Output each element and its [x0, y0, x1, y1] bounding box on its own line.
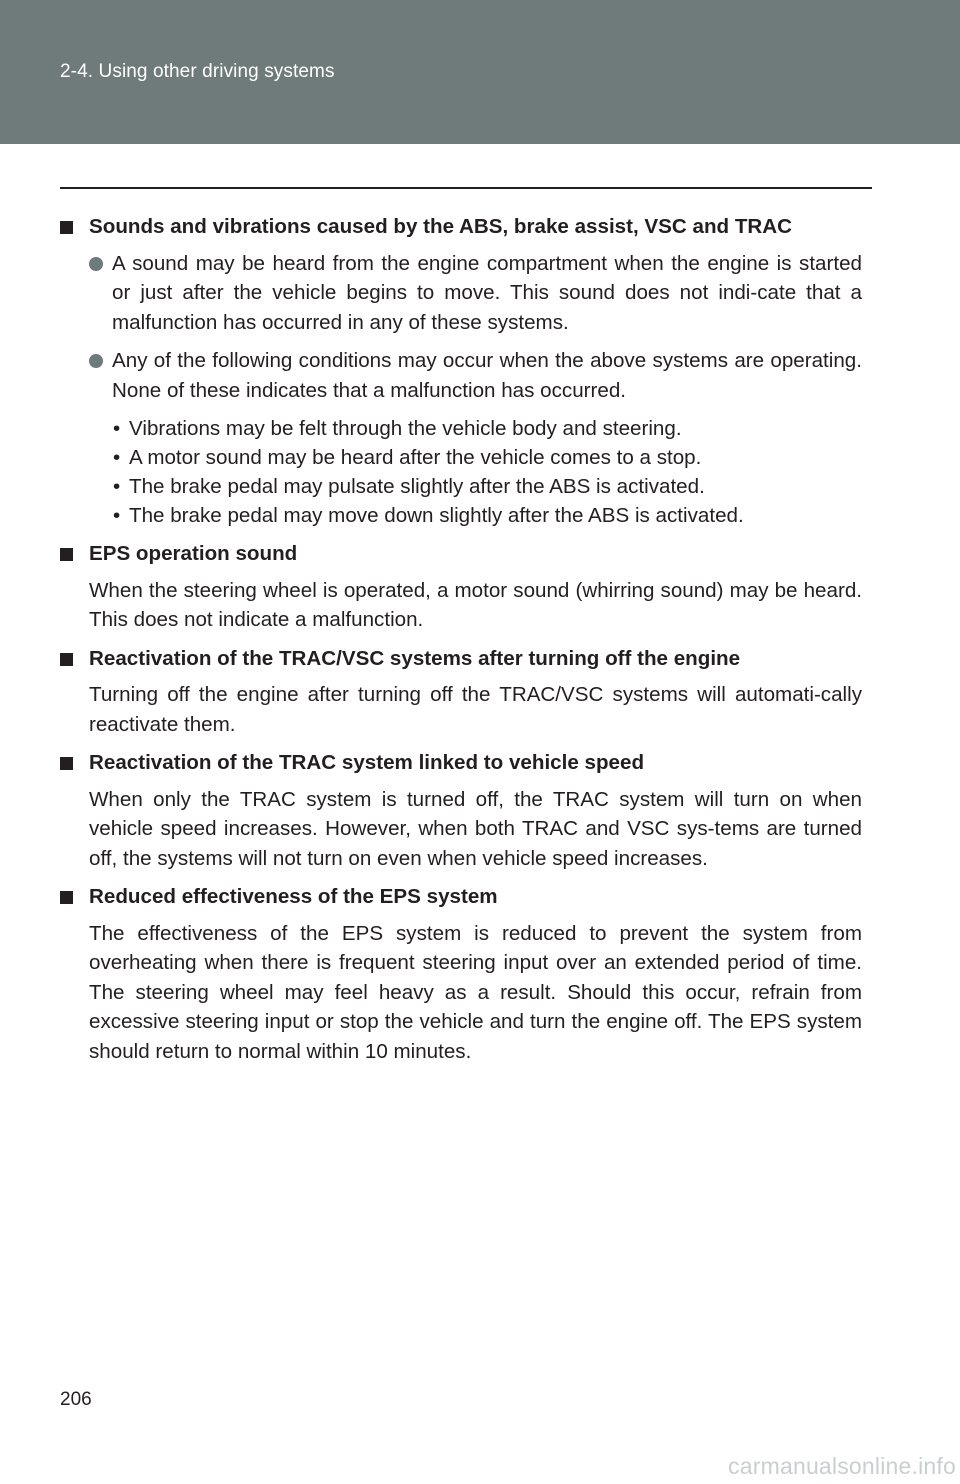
circle-bullet-icon — [89, 354, 103, 368]
dot-bullet-icon: • — [113, 475, 121, 498]
header-band — [0, 0, 960, 144]
heading-text: Reduced effectiveness of the EPS system — [89, 885, 498, 908]
sub-list-item — [60, 443, 862, 472]
bullet-item — [60, 249, 862, 338]
sub-list-text: Vibrations may be felt through the vehicle body and steering. — [129, 417, 682, 440]
heading-text: Reactivation of the TRAC/VSC systems after turning off the engine — [89, 646, 741, 670]
square-marker-icon — [60, 548, 73, 561]
heading-text: EPS operation sound — [89, 542, 298, 565]
page-number: 206 — [60, 1389, 92, 1410]
body-paragraph: Turning off the engine after turning off the TRAC/VSC systems will automati-cally reactivate them. — [89, 683, 862, 736]
dot-bullet-icon: • — [113, 504, 121, 527]
bullet-text: A sound may be heard from the engine compartment when the engine is started or just after the vehicle begins to move. This sound does not indi-cate that a malfunction has occurred in any of these systems. — [112, 251, 862, 334]
bullet-text: Any of the following conditions may occur when the above systems are operating. None of these indicates that a malfunction has occurred. — [112, 349, 862, 402]
section-heading — [60, 882, 862, 912]
dot-bullet-icon: • — [113, 417, 121, 440]
circle-bullet-icon — [89, 257, 103, 271]
sub-list-item — [60, 501, 862, 530]
sub-list-text: The brake pedal may pulsate slightly after the ABS is activated. — [129, 475, 705, 498]
square-marker-icon — [60, 891, 73, 904]
sub-list-text: A motor sound may be heard after the vehicle comes to a stop. — [129, 446, 702, 469]
sub-list-text: The brake pedal may move down slightly after the ABS is activated. — [129, 504, 744, 527]
section-title: 2-4. Using other driving systems — [60, 61, 335, 82]
dot-bullet-icon: • — [113, 446, 121, 469]
section-heading — [60, 748, 862, 778]
body-paragraph: When only the TRAC system is turned off, the TRAC system will turn on when vehicle speed increases. However, when both TRAC and VSC sys-tems are turned off, the systems will not turn on even when vehicle speed increases. — [89, 787, 862, 870]
sub-list-item — [60, 414, 862, 443]
square-marker-icon — [60, 653, 73, 666]
body-paragraph: The effectiveness of the EPS system is reduced to prevent the system from overheating when there is frequent steering input over an extended period of time. The steering wheel may feel heavy as a result. Should this occur, refrain from excessive steering input or stop the vehicle and turn the engine off. The EPS system should return to normal within 10 minutes. — [89, 921, 862, 1063]
watermark: carmanualsonline.info — [728, 1453, 956, 1479]
top-divider — [60, 187, 872, 189]
square-marker-icon — [60, 221, 73, 234]
square-marker-icon — [60, 757, 73, 770]
heading-text: Sounds and vibrations caused by the ABS, brake assist, VSC and TRAC — [89, 215, 793, 238]
sub-list-item — [60, 472, 862, 501]
sub-list — [60, 414, 862, 530]
bullet-item — [60, 346, 862, 405]
section-heading — [60, 539, 862, 569]
heading-text: Reactivation of the TRAC system linked to vehicle speed — [89, 751, 645, 774]
body-paragraph: When the steering wheel is operated, a motor sound (whirring sound) may be heard. This does not indicate a malfunction. — [89, 578, 862, 631]
page-content — [60, 212, 862, 1075]
section-heading — [60, 644, 862, 674]
section-heading — [60, 212, 862, 242]
